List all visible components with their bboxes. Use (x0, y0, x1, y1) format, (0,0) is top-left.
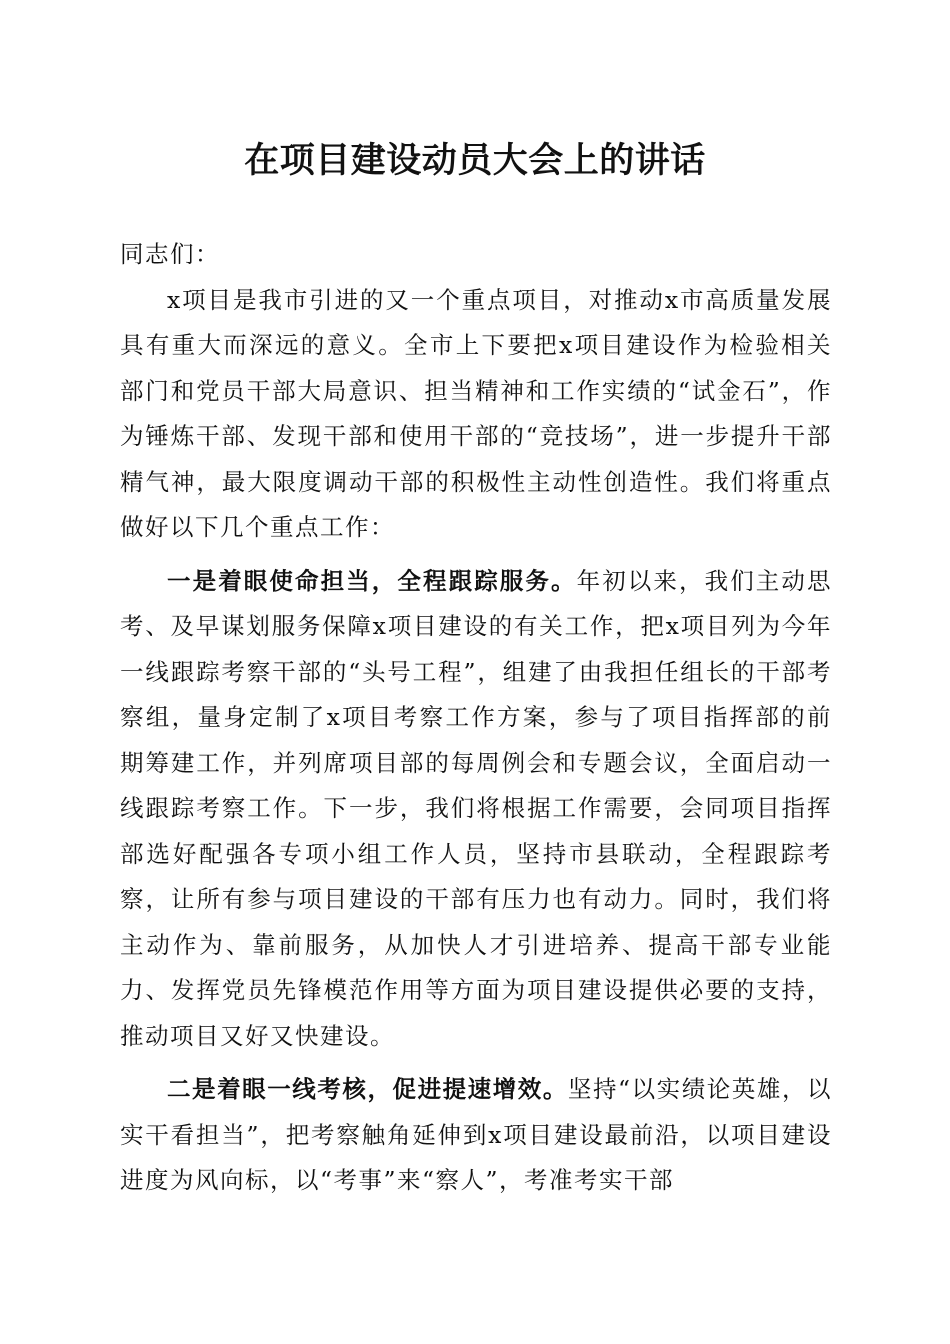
section-paragraph-2 (120, 1067, 832, 1204)
section-paragraph-1 (120, 559, 832, 1060)
salutation: 同志们： (120, 240, 220, 268)
section-lead-2: 二是着眼一线考核，促进提速增效。 (167, 1075, 568, 1103)
section-lead-1: 一是着眼使命担当，全程跟踪服务。 (167, 566, 577, 595)
document-body (120, 232, 832, 1204)
section-body-2: 坚持“以实绩论英雄，以实干看担当”，把考察触角延伸到x项目建设最前沿，以项目建设进度为风向标，以“考事”来“察人”，考准考实干部 (120, 1075, 833, 1194)
intro-paragraph: x项目是我市引进的又一个重点项目，对推动x市高质量发展具有重大而深远的意义。全市上下要把x项目建设作为检验相关部门和党员干部大局意识、担当精神和工作实绩的“试金石”，作为锤炼干部、发现干部和使用干部的“竞技场”，进一步提升干部精气神，最大限度调动干部的积极性主动性创造性。我们将重点做好以下几个重点工作： (120, 285, 832, 541)
section-body-1: 年初以来，我们主动思考、及早谋划服务保障x项目建设的有关工作，把x项目列为今年一线跟踪考察干部的“头号工程”，组建了由我担任组长的干部考察组，量身定制了x项目考察工作方案，参与了项目指挥部的前期筹建工作，并列席项目部的每周例会和专题会议，全面启动一线跟踪考察工作。下一步，我们将根据工作需要，会同项目指挥部选好配强各专项小组工作人员，坚持市县联动，全程跟踪考察，让所有参与项目建设的干部有压力也有动力。同时，我们将主动作为、靠前服务，从加快人才引进培养、提高干部专业能力、发挥党员先锋模范作用等方面为项目建设提供必要的支持，推动项目又好又快建设。 (120, 566, 833, 1050)
document-title: 在项目建设动员大会上的讲话 (244, 140, 706, 181)
